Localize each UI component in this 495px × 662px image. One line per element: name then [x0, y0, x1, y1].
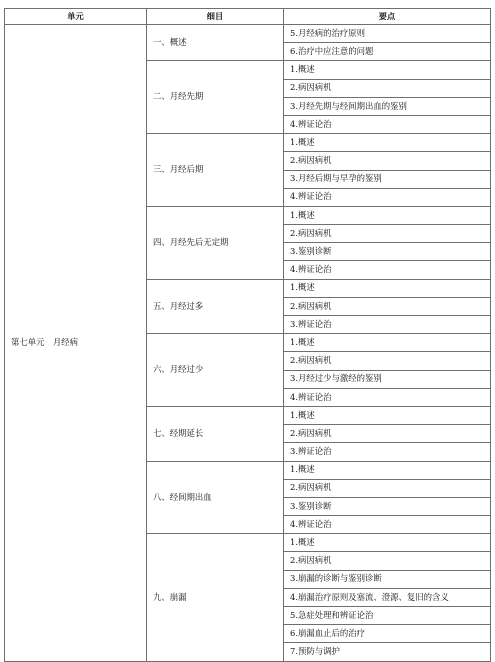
point-cell: 1.概述 [284, 206, 491, 224]
item-cell: 二、月经先期 [147, 61, 284, 134]
point-cell: 3.鉴别诊断 [284, 497, 491, 515]
point-cell: 3.辨证论治 [284, 443, 491, 461]
point-cell: 1.概述 [284, 61, 491, 79]
point-cell: 1.概述 [284, 534, 491, 552]
point-cell: 2.病因病机 [284, 425, 491, 443]
point-cell: 1.概述 [284, 134, 491, 152]
point-cell: 2.病因病机 [284, 225, 491, 243]
point-cell: 3.月经先期与经间期出血的鉴别 [284, 97, 491, 115]
syllabus-table [4, 8, 491, 662]
point-cell: 4.辨证论治 [284, 188, 491, 206]
point-cell: 3.月经过少与激经的鉴别 [284, 370, 491, 388]
unit-cell: 第七单元 月经病 [5, 25, 147, 662]
point-cell: 1.概述 [284, 406, 491, 424]
header-row [5, 9, 491, 25]
item-cell: 一、概述 [147, 25, 284, 61]
item-cell: 九、崩漏 [147, 534, 284, 661]
point-cell: 1.概述 [284, 279, 491, 297]
point-cell: 2.病因病机 [284, 479, 491, 497]
table-row [5, 25, 491, 43]
point-cell: 6.崩漏血止后的治疗 [284, 625, 491, 643]
header-unit: 单元 [5, 9, 147, 25]
item-cell: 七、经期延长 [147, 406, 284, 461]
point-cell: 2.病因病机 [284, 552, 491, 570]
item-cell: 三、月经后期 [147, 134, 284, 207]
point-cell: 1.概述 [284, 334, 491, 352]
point-cell: 7.预防与调护 [284, 643, 491, 661]
item-cell: 六、月经过少 [147, 334, 284, 407]
header-points: 要点 [284, 9, 491, 25]
point-cell: 3.月经后期与早孕的鉴别 [284, 170, 491, 188]
point-cell: 3.崩漏的诊断与鉴别诊断 [284, 570, 491, 588]
header-item: 细目 [147, 9, 284, 25]
point-cell: 4.辨证论治 [284, 115, 491, 133]
table-header [5, 9, 491, 25]
item-cell: 五、月经过多 [147, 279, 284, 334]
point-cell: 4.辨证论治 [284, 261, 491, 279]
point-cell: 3.鉴别诊断 [284, 243, 491, 261]
point-cell: 3.辨证论治 [284, 316, 491, 334]
item-cell: 八、经间期出血 [147, 461, 284, 534]
point-cell: 4.崩漏治疗原则及塞流、澄源、复旧的含义 [284, 588, 491, 606]
point-cell: 6.治疗中应注意的问题 [284, 43, 491, 61]
point-cell: 2.病因病机 [284, 79, 491, 97]
point-cell: 5.急症处理和辨证论治 [284, 607, 491, 625]
point-cell: 2.病因病机 [284, 352, 491, 370]
point-cell: 2.病因病机 [284, 297, 491, 315]
point-cell: 4.辨证论治 [284, 516, 491, 534]
item-cell: 四、月经先后无定期 [147, 206, 284, 279]
point-cell: 1.概述 [284, 461, 491, 479]
point-cell: 5.月经病的治疗原则 [284, 25, 491, 43]
table-body [5, 25, 491, 662]
point-cell: 4.辨证论治 [284, 388, 491, 406]
point-cell: 2.病因病机 [284, 152, 491, 170]
